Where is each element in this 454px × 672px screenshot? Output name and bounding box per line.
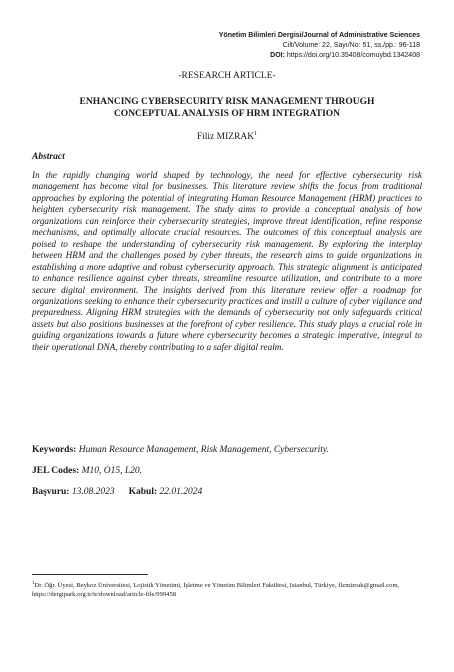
abstract-heading: Abstract — [32, 152, 65, 162]
author-name: Filiz MIZRAK — [196, 132, 255, 143]
journal-name: Yönetim Bilimleri Dergisi/Journal of Administrative Sciences — [218, 32, 420, 39]
accepted-label: Kabul: — [128, 487, 158, 497]
jel-value: M10, O15, L20. — [81, 466, 143, 476]
footnote-text: Dr. Öğr. Üyesi, Beykoz Üniversitesi, Lojistik Yönetimi, İşletme ve Yönetim Bilimleri Fakültesi, Istanbul, Türkiye, flzmizrak@gmail.com, https://dergipark.org.tr/tr/download/article-file/999458 — [32, 582, 400, 599]
title-line-2: CONCEPTUAL ANALYSIS OF HRM INTEGRATION — [113, 109, 341, 119]
keywords — [32, 445, 422, 455]
accepted-date: 22.01.2024 — [159, 487, 203, 497]
article-title — [40, 96, 414, 120]
journal-header — [219, 31, 420, 61]
doi-link[interactable]: https://doi.org/10.35408/comuybd.1342408 — [286, 52, 420, 59]
received-date: 13.08.2023 — [71, 487, 115, 497]
article-type: -RESEARCH ARTICLE- — [178, 71, 276, 81]
title-line-1: ENHANCING CYBERSECURITY RISK MANAGEMENT THROUGH — [79, 97, 375, 107]
received-label: Başvuru: — [32, 487, 70, 497]
abstract-text: In the rapidly changing world shaped by technology, the need for effective cybersecurity risk management has become vital for businesses. This literature review shifts the focus from traditional approaches by exploring the potential of integrating Human Resource Management (HRM) practices to heighten cybersecurity risk management. The study aims to provide a conceptual analysis of how organizations can reinforce their cybersecurity strategies, improve threat identification, refine response mechanisms, and optimally allocate crucial resources. The outcomes of this conceptual analysis are poised to reshape the understanding of cybersecurity risk management. By exploring the interplay between HRM and the challenges posed by cyber threats, the research aims to guide organizations in establishing a more adaptive and robust cybersecurity approach. This strategic alignment is anticipated to enhance resilience against cyber threats, streamline resource utilization, and contribute to a more secure digital environment. The insights derived from this literature review offer a roadmap for organizations seeking to enhance their cybersecurity practices and instill a culture of cyber vigilance and preparedness. Aligning HRM strategies with the demands of cybersecurity not only safeguards critical assets but also positions businesses at the forefront of cyber resilience. This study plays a crucial role in guiding organizations towards a future where cybersecurity becomes a strategic imperative, integral to their operational DNA, thereby contributing to a safer digital realm. — [32, 170, 422, 352]
author-footnote-marker: 1 — [254, 131, 258, 137]
volume-info: Cilt/Volume: 22, Sayı/No: 51, ss./pp.: 96-118 — [282, 42, 420, 49]
keywords-label: Keywords: — [32, 445, 77, 455]
doi-label: DOI: — [270, 52, 285, 59]
footnote-divider — [32, 574, 148, 575]
jel-label: JEL Codes: — [32, 466, 80, 476]
jel-codes — [32, 466, 422, 476]
footnote-marker: 1 — [32, 581, 35, 586]
submission-dates — [32, 487, 422, 497]
doi-line — [219, 51, 420, 61]
author — [0, 131, 454, 142]
footnote — [32, 579, 422, 599]
keywords-value: Human Resource Management, Risk Management, Cybersecurity. — [78, 445, 329, 455]
